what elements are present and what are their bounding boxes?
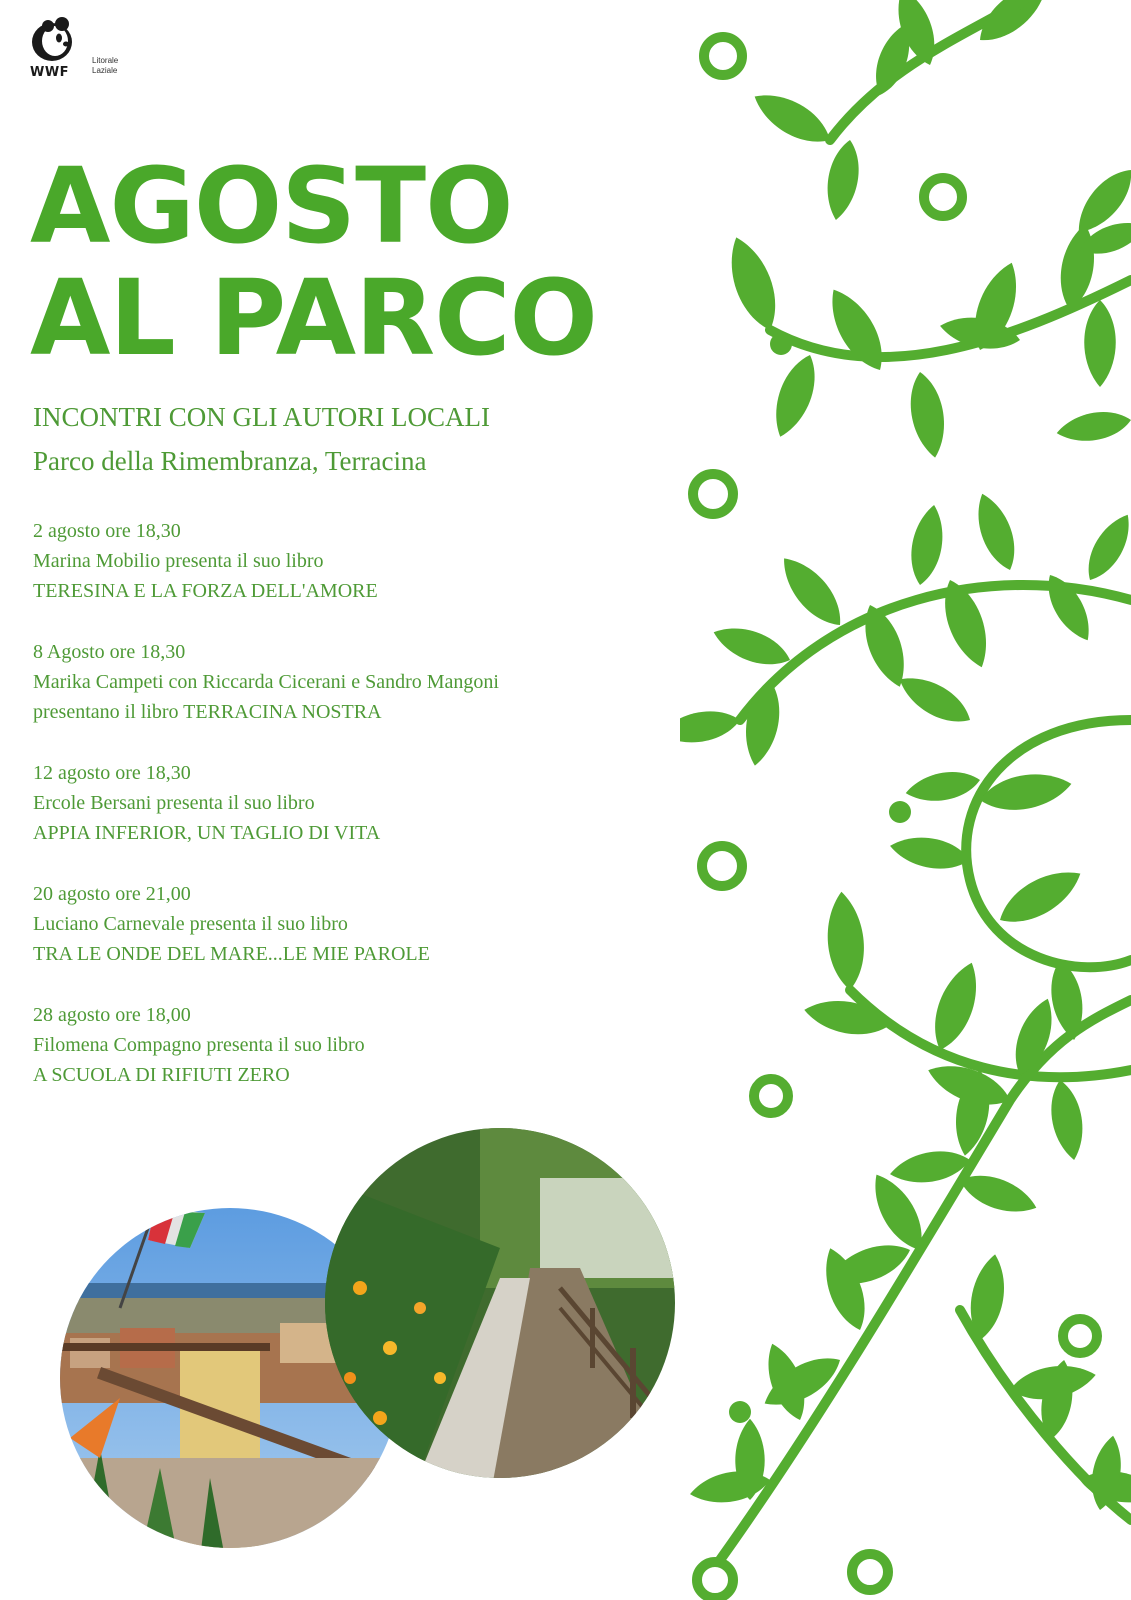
event-presenter: Marika Campeti con Riccarda Cicerani e Sandro Mangoni: [33, 671, 499, 693]
event-item: [33, 637, 653, 727]
wwf-logo: [28, 14, 138, 84]
event-book: A SCUOLA DI RIFIUTI ZERO: [33, 1064, 290, 1086]
photo-collage: [60, 1118, 680, 1558]
event-item: [33, 1000, 653, 1090]
event-date: 28 agosto ore 18,00: [33, 1004, 191, 1026]
events-list: [33, 516, 653, 1121]
event-item: [33, 879, 653, 969]
subtitle: INCONTRI CON GLI AUTORI LOCALI: [33, 402, 490, 432]
event-item: [33, 516, 653, 606]
logo-subtitle: [92, 56, 118, 76]
event-date: 12 agosto ore 18,30: [33, 762, 191, 784]
event-presenter: Filomena Compagno presenta il suo libro: [33, 1034, 365, 1056]
event-presenter: Ercole Bersani presenta il suo libro: [33, 792, 315, 814]
event-presenter: Luciano Carnevale presenta il suo libro: [33, 913, 348, 935]
title-line1: AGOSTO: [30, 145, 513, 267]
event-item: [33, 758, 653, 848]
title-line2: AL PARCO: [30, 257, 597, 379]
vine-decoration: [680, 0, 1131, 1600]
event-presenter: Marina Mobilio presenta il suo libro: [33, 550, 324, 572]
panda-icon: [28, 14, 78, 64]
location: Parco della Rimembranza, Terracina: [33, 446, 427, 476]
event-book: APPIA INFERIOR, UN TAGLIO DI VITA: [33, 822, 381, 844]
event-book: presentano il libro TERRACINA NOSTRA: [33, 701, 382, 723]
event-book: TRA LE ONDE DEL MARE...LE MIE PAROLE: [33, 943, 430, 965]
event-book: TERESINA E LA FORZA DELL'AMORE: [33, 580, 378, 602]
event-date: 2 agosto ore 18,30: [33, 520, 181, 542]
page-title: [30, 145, 597, 379]
logo-wordmark: WWF: [30, 65, 70, 80]
event-date: 8 Agosto ore 18,30: [33, 641, 186, 663]
event-date: 20 agosto ore 21,00: [33, 883, 191, 905]
logo-subtitle-line1: Litorale: [92, 56, 119, 65]
logo-subtitle-line2: Laziale: [92, 66, 118, 75]
